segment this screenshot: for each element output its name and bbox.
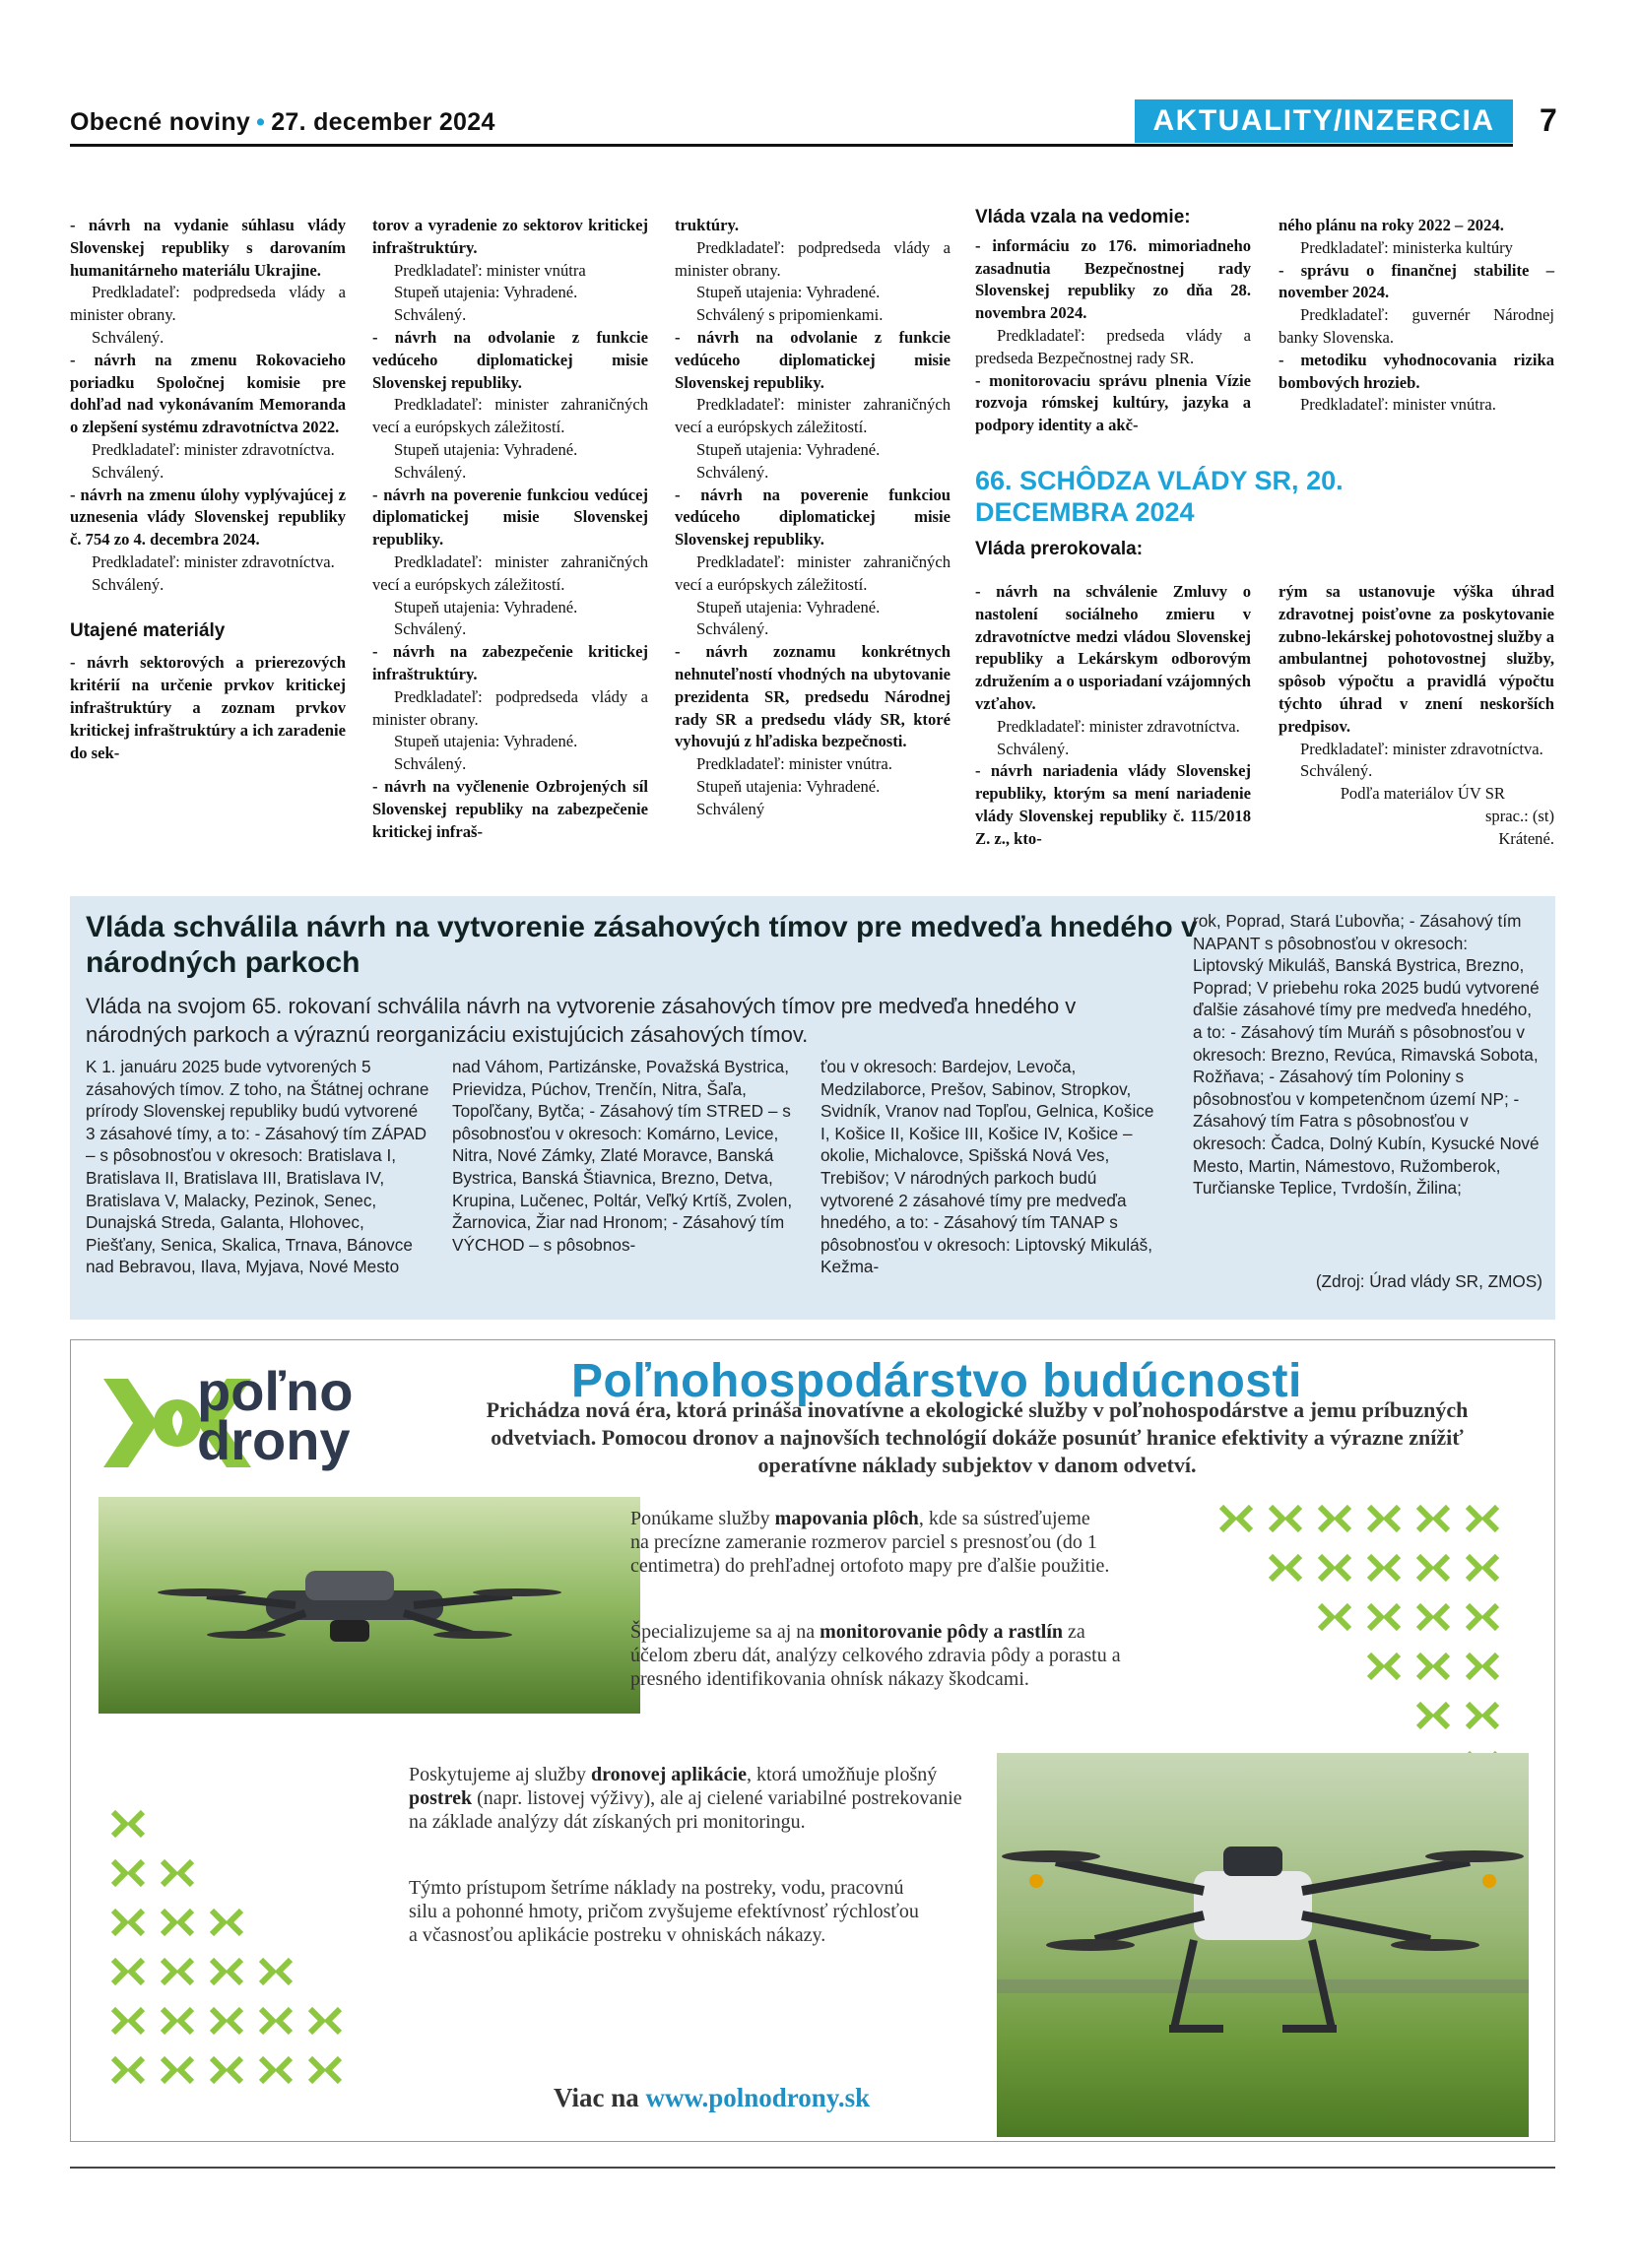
section-label: AKTUALITY/INZERCIA	[1135, 99, 1513, 143]
item-text: Schválený.	[92, 462, 164, 482]
article-column-3	[675, 215, 951, 821]
item-text: Stupeň utajenia: Vyhradené.	[394, 283, 578, 302]
item-text: Schválený.	[696, 619, 769, 639]
subheading-noted: Vláda vzala na vedomie:	[975, 207, 1191, 227]
spraying-drone-photo	[997, 1753, 1529, 2137]
ad-text-monitoring: Špecializujeme sa aj na monitorovanie pôdy a rastlín za účelom zberu dát, analýzy celkového zdravia pôdy a porastu a presného identifikovania ohnísk nákazy škodcami.	[630, 1621, 1121, 1690]
item-text: Predkladateľ: ministerka kultúry	[1300, 237, 1513, 257]
editor-note: sprac.: (st)	[1484, 806, 1554, 825]
header-rule	[70, 144, 1513, 147]
item-text: Predkladateľ: minister zdravotníctva.	[92, 439, 335, 459]
item-text: Schválený.	[92, 574, 164, 594]
article-column-4	[975, 207, 1251, 437]
ad-website: Viac na www.polnodrony.sk	[554, 2083, 871, 2112]
item-text: Stupeň utajenia: Vyhradené.	[696, 283, 881, 302]
item-text: Schválený.	[92, 327, 164, 347]
item-text: Schválený.	[394, 305, 467, 325]
item-text: Schválený	[696, 799, 765, 818]
item-text: Schválený.	[997, 739, 1070, 758]
article-column-2	[372, 215, 648, 843]
item-text: Stupeň utajenia: Vyhradené.	[696, 439, 881, 459]
item-text: Predkladateľ: minister vnútra.	[1300, 395, 1496, 415]
bear-teams-box	[70, 896, 1555, 1320]
source-note: Podľa materiálov ÚV SR	[1340, 784, 1505, 804]
item-text: Predkladateľ: minister zdravotníctva.	[1300, 739, 1543, 758]
item-text: rým sa ustanovuje výška úhrad zdravotnej poisťovne za poskytovanie zubno-lekárskej pohotovostnej služby a ambulantnej pohotovostnej služby, spôsob výpočtu a pravidlá výpočtu týchto úhrad v znení neskorších predpisov.	[1279, 582, 1554, 736]
drone-photo	[98, 1497, 640, 1714]
item-text: Predkladateľ: podpredseda vlády a minister obrany.	[675, 237, 951, 280]
item-text: - návrh na vydanie súhlasu vlády Slovenskej republiky s darovaním humanitárneho materiálu Ukrajine.	[70, 216, 346, 280]
item-text: Schválený.	[394, 462, 467, 482]
item-text: - metodiku vyhodnocovania rizika bombových hrozieb.	[1279, 350, 1554, 392]
article-column-1	[70, 215, 346, 764]
subheading-classified: Utajené materiály	[70, 619, 226, 641]
item-text: - návrh sektorových a prierezových kritérií na určenie prvkov kritickej infraštruktúry a zoznam prvkov kritickej infraštruktúry a ich zaradenie do sek-	[70, 653, 346, 762]
page-number: 7	[1540, 102, 1557, 138]
box-column-2: nad Váhom, Partizánske, Považská Bystrica, Prievidza, Púchov, Trenčín, Nitra, Šaľa, Topoľčany, Bytča; - Zásahový tím STRED – s pôsobnosťou v okresoch: Komárno, Levice, Nitra, Nové Zámky, Zlaté Moravce, Banská Bystrica, Banská Štiavnica, Brezno, Detva, Krupina, Lučenec, Poltár, Veľký Krtíš, Zvolen, Žarnovica, Žiar nad Hronom; - Zásahový tím VÝCHOD – s pôsobnos-	[452, 1057, 793, 1255]
issue-date: 27. december 2024	[271, 108, 495, 136]
box-source: (Zdroj: Úrad vlády SR, ZMOS)	[1315, 1271, 1542, 1291]
paper-name: Obecné noviny	[70, 108, 251, 136]
box-column-4: rok, Poprad, Stará Ľubovňa; - Zásahový tím NAPANT s pôsobnosťou v okresoch: Liptovský Mikuláš, Banská Bystrica, Brezno, Poprad; V priebehu roka 2025 budú vytvorené ďalšie zásahové tímy pre medveďa hnedého, a to: - Zásahový tím Muráň s pôsobnosťou v okresoch: Brezno, Revúca, Rimavská Sobota, Rožňava; - Zásahový tím Poloniny s pôsobnosťou v kompetenčnom území NP; - Zásahový tím Fatra s pôsobnosťou v okresoch: Čadca, Dolný Kubín, Kysucké Nové Mesto, Martin, Námestovo, Ružomberok, Turčianske Teplice, Tvrdošín, Žilina;	[1193, 911, 1540, 1199]
item-text: Schválený.	[394, 754, 467, 774]
item-text: - návrh nariadenia vlády Slovenskej republiky, ktorým sa mení nariadenie vlády Slovenskej republiky č. 115/2018 Z. z., kto-	[975, 761, 1251, 848]
ad-title: Poľnohospodárstvo budúcnosti	[571, 1355, 1302, 1407]
item-text: Predkladateľ: minister zahraničných vecí a európskych záležitostí.	[675, 551, 951, 594]
item-text: Schválený.	[394, 619, 467, 639]
box-lead: Vláda na svojom 65. rokovaní schválila návrh na vytvorenie zásahových tímov pre medveďa hnedého v národných parkoch a výraznú reorganizáciu existujúcich zásahových tímov.	[86, 994, 1077, 1047]
article-column-5b	[1279, 581, 1554, 851]
item-text: Stupeň utajenia: Vyhradené.	[696, 776, 881, 796]
website-link[interactable]: www.polnodrony.sk	[645, 2083, 871, 2112]
footer-rule	[70, 2167, 1555, 2169]
box-column-3: ťou v okresoch: Bardejov, Levoča, Medzilaborce, Prešov, Sabinov, Stropkov, Svidník, Vranov nad Topľou, Gelnica, Košice I, Košice II, Košice III, Košice IV, Košice – okolie, Michalovce, Spišská Nová Ves, Trebišov; V národných parkoch budú vytvorené 2 zásahové tímy pre medveďa hnedého, a to: - Zásahový tím TANAP s pôsobnosťou v okresoch: Liptovský Mikuláš, Kežma-	[820, 1057, 1154, 1277]
item-text: Schválený.	[696, 462, 769, 482]
item-text: - návrh na schválenie Zmluvy o nastolení sociálneho zmieru v zdravotníctve medzi vládou Slovenskej republiky a Lekárskym odborovým združením a o usporiadaní vzájomných vzťahov.	[975, 582, 1251, 713]
item-text: Predkladateľ: podpredseda vlády a minister obrany.	[372, 686, 648, 729]
item-text: - návrh na zmenu úlohy vyplývajúcej z uznesenia vlády Slovenskej republiky č. 754 zo 4. decembra 2024.	[70, 485, 346, 550]
item-text: Predkladateľ: minister vnútra	[394, 260, 586, 280]
box-title: Vláda schválila návrh na vytvorenie zásahových tímov pre medveďa hnedého v národných parkoch	[86, 911, 1198, 979]
decorative-x-pattern	[103, 1802, 428, 2098]
item-text: Schválený s pripomienkami.	[696, 305, 884, 325]
ad-text-mapping: Ponúkame služby mapovania plôch, kde sa sústreďujeme na precízne zameranie rozmerov parciel s presnosťou (do 1 centimetra) do prehľadnej ortofoto mapy pre ďalšie použitie.	[630, 1508, 1110, 1577]
item-text: Schválený.	[1300, 761, 1373, 781]
item-text: Stupeň utajenia: Vyhradené.	[394, 597, 578, 616]
item-text: - návrh na vyčlenenie Ozbrojených síl Slovenskej republiky na zabezpečenie kritickej infraš-	[372, 776, 648, 841]
item-text: torov a vyradenie zo sektorov kritickej infraštruktúry.	[372, 216, 648, 257]
brand-logo-text: poľno drony	[197, 1360, 354, 1471]
session-title: 66. SCHÔDZA VLÁDY SR, 20. DECEMBRA 2024	[975, 466, 1344, 527]
ad-intro: Prichádza nová éra, ktorá prináša inovatívne a ekologické služby v poľnohospodárstve a jemu príbuzných odvetviach. Pomocou dronov a najnovších technológií dokáže posunúť hranice efektivity a výrazne znížiť operatívne náklady subjektov v danom odvetví.	[486, 1397, 1469, 1477]
ad-text-application: Poskytujeme aj služby dronovej aplikácie, ktorá umožňuje plošný postrek (napr. listovej výživy), ale aj cielené variabilné postrekovanie na základe analýzy dát získaných pri monitoringu.	[409, 1764, 962, 1833]
item-text: - návrh na zmenu Rokovacieho poriadku Spoločnej komisie pre dohľad nad vykonávaním Memoranda o zlepšení systému zdravotníctva 2022.	[70, 350, 346, 437]
item-text: - návrh na zabezpečenie kritickej infraštruktúry.	[372, 642, 648, 683]
item-text: ného plánu na roky 2022 – 2024.	[1279, 216, 1504, 234]
item-text: - monitorovaciu správu plnenia Vízie rozvoja rómskej kultúry, jazyka a podpory identity a akč-	[975, 370, 1251, 435]
item-text: Predkladateľ: minister vnútra.	[696, 754, 892, 774]
item-text: Predkladateľ: predseda vlády a predseda Bezpečnostnej rady SR.	[975, 325, 1251, 367]
item-text: Predkladateľ: minister zahraničných vecí a európskych záležitostí.	[372, 551, 648, 594]
item-text: - návrh zoznamu konkrétnych nehnuteľností vhodných na ubytovanie prezidenta SR, predsedu Národnej rady SR a predsedu vlády SR, ktoré vyhovujú z hľadiska bezpečnosti.	[675, 642, 951, 751]
article-column-5	[1279, 215, 1554, 417]
item-text: Predkladateľ: minister zahraničných vecí a európskych záležitostí.	[675, 395, 951, 437]
box-column-1: K 1. januáru 2025 bude vytvorených 5 zásahových tímov. Z toho, na Štátnej ochrane prírody Slovenskej republiky budú vytvorené 3 zásahové tímy, a to: - Zásahový tím ZÁPAD – s pôsobnosťou v okresoch: Bratislava I, Bratislava II, Bratislava III, Bratislava IV, Bratislava V, Malacky, Pezinok, Senec, Dunajská Streda, Galanta, Hlohovec, Piešťany, Senica, Skalica, Trnava, Bánovce nad Bebravou, Ilava, Myjava, Nové Mesto	[86, 1057, 429, 1277]
subheading-discussed: Vláda prerokovala:	[975, 539, 1144, 559]
item-text: Stupeň utajenia: Vyhradené.	[696, 597, 881, 616]
item-text: - správu o finančnej stabilite – november 2024.	[1279, 260, 1554, 302]
item-text: Stupeň utajenia: Vyhradené.	[394, 439, 578, 459]
separator-dot: •	[256, 108, 266, 136]
item-text: Stupeň utajenia: Vyhradené.	[394, 732, 578, 751]
article-column-4b	[975, 581, 1251, 851]
item-text: Predkladateľ: guvernér Národnej banky Slovenska.	[1279, 305, 1554, 347]
item-text: truktúry.	[675, 216, 739, 234]
item-text: Predkladateľ: podpredseda vlády a minister obrany.	[70, 283, 346, 325]
item-text: - návrh na poverenie funkciou vedúceho diplomatickej misie Slovenskej republiky.	[675, 485, 951, 550]
item-text: - návrh na poverenie funkciou vedúcej diplomatickej misie Slovenskej republiky.	[372, 485, 648, 550]
masthead	[70, 108, 495, 137]
abridged-note: Krátené.	[1498, 828, 1554, 848]
item-text: Predkladateľ: minister zahraničných vecí a európskych záležitostí.	[372, 395, 648, 437]
item-text: Predkladateľ: minister zdravotníctva.	[997, 716, 1240, 736]
ad-text-savings: Týmto prístupom šetríme náklady na postreky, vodu, pracovnú silu a pohonné hmoty, pričom zvyšujeme efektívnosť rýchlosťou a včasnosťou aplikácie postreku v ohniskách nákazy.	[409, 1877, 919, 1946]
item-text: - návrh na odvolanie z funkcie vedúceho diplomatickej misie Slovenskej republiky.	[675, 327, 951, 392]
item-text: - informáciu zo 176. mimoriadneho zasadnutia Bezpečnostnej rady Slovenskej republiky zo dňa 28. novembra 2024.	[975, 235, 1251, 323]
item-text: - návrh na odvolanie z funkcie vedúceho diplomatickej misie Slovenskej republiky.	[372, 327, 648, 392]
item-text: Predkladateľ: minister zdravotníctva.	[92, 551, 335, 571]
